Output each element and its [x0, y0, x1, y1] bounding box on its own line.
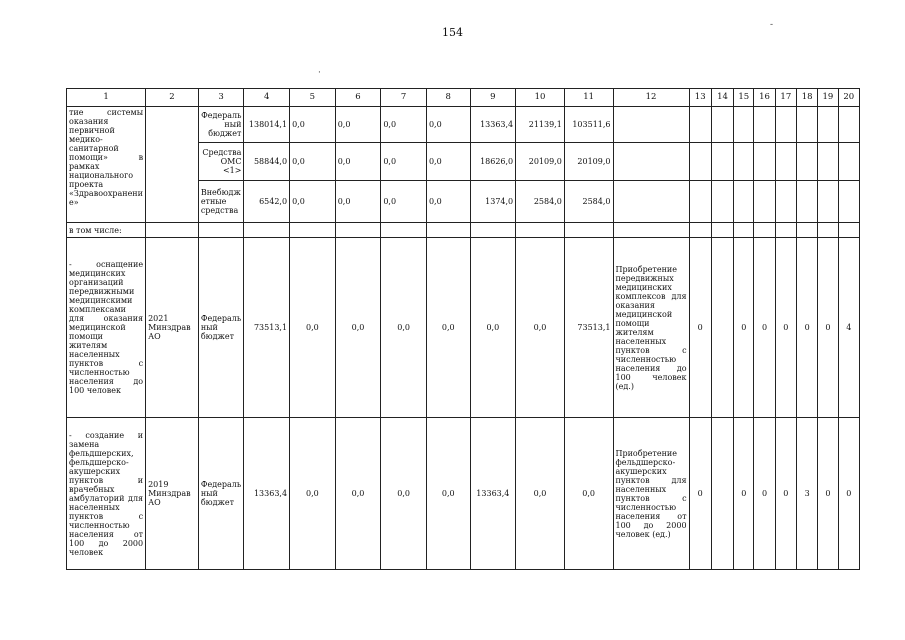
indicator-cell: 0 — [775, 238, 796, 418]
column-number: 20 — [838, 89, 859, 107]
indicator-cell: 4 — [838, 238, 859, 418]
indicator-cell: 0 — [775, 418, 796, 570]
column-number: 11 — [564, 89, 613, 107]
value-cell: 0,0 — [381, 143, 427, 181]
value-cell: 0,0 — [426, 181, 470, 223]
page-number: 154 — [442, 26, 463, 39]
column-number: 3 — [198, 89, 244, 107]
scan-speck: - — [770, 20, 774, 30]
value-cell: 18626,0 — [470, 143, 516, 181]
year-executor-cell: 2021 Минздрав АО — [146, 238, 199, 418]
result-cell — [613, 181, 689, 223]
value-cell: 13363,4 — [470, 107, 516, 143]
indicator-cell: 0 — [818, 418, 838, 570]
value-cell: 0,0 — [290, 143, 336, 181]
result-cell — [613, 143, 689, 181]
funding-source-cell: Средства ОМС <1> — [198, 143, 244, 181]
table-row — [67, 107, 860, 143]
indicator-cell: 0 — [754, 418, 775, 570]
column-number: 1 — [67, 89, 146, 107]
value-cell: 1374,0 — [470, 181, 516, 223]
table-row — [67, 418, 860, 570]
column-number: 19 — [818, 89, 838, 107]
column-number: 18 — [796, 89, 817, 107]
value-cell: 0,0 — [470, 238, 516, 418]
value-cell: 2584,0 — [564, 181, 613, 223]
value-cell: 0,0 — [290, 107, 336, 143]
value-cell: 0,0 — [381, 418, 427, 570]
column-number: 14 — [711, 89, 733, 107]
result-cell: Приобретение передвижных медицинских комплексов для оказания медицинской помощи жителям населенных пунктов с численностью населения до 100 человек (ед.) — [613, 238, 689, 418]
measure-name-cell: - создание и замена фельдшерских, фельдшерско-акушерских пунктов и врачебных амбулаторий для населенных пунктов с численностью населения от 100 до 2000 человек — [67, 418, 146, 570]
column-number: 13 — [689, 89, 711, 107]
value-cell: 0,0 — [335, 143, 381, 181]
value-cell: 0,0 — [516, 418, 565, 570]
table-row — [67, 223, 860, 238]
value-cell: 0,0 — [335, 418, 381, 570]
scan-speck: · — [318, 68, 321, 78]
value-cell: 2584,0 — [516, 181, 565, 223]
value-cell: 20109,0 — [564, 143, 613, 181]
value-cell: 0,0 — [381, 181, 427, 223]
funding-source-cell: Федеральный бюджет — [198, 418, 244, 570]
funding-source-cell: Федеральный бюджет — [198, 238, 244, 418]
year-executor-cell — [146, 107, 199, 223]
column-number: 6 — [335, 89, 381, 107]
value-cell: 58844,0 — [244, 143, 290, 181]
value-cell: 0,0 — [426, 107, 470, 143]
column-number: 10 — [516, 89, 565, 107]
value-cell: 0,0 — [426, 238, 470, 418]
measure-name-cell: тие системы оказания первичной медико-санитарной помощи» в рамках национального проекта «Здравоохранение» — [67, 107, 146, 223]
program-table — [66, 88, 860, 570]
column-number: 2 — [146, 89, 199, 107]
value-cell: 0,0 — [335, 238, 381, 418]
value-cell: 20109,0 — [516, 143, 565, 181]
value-cell: 0,0 — [335, 107, 381, 143]
indicator-cell: 0 — [838, 418, 859, 570]
value-cell: 0,0 — [290, 418, 336, 570]
indicator-cell — [711, 238, 733, 418]
value-cell: 13363,4 — [470, 418, 516, 570]
indicator-cell: 0 — [796, 238, 817, 418]
value-cell: 0,0 — [426, 143, 470, 181]
column-number: 12 — [613, 89, 689, 107]
value-cell: 13363,4 — [244, 418, 290, 570]
indicator-cell: 0 — [734, 238, 754, 418]
value-cell: 73513,1 — [244, 238, 290, 418]
column-number: 8 — [426, 89, 470, 107]
value-cell: 21139,1 — [516, 107, 565, 143]
value-cell: 0,0 — [290, 181, 336, 223]
column-number: 4 — [244, 89, 290, 107]
value-cell: 0,0 — [426, 418, 470, 570]
year-executor-cell: 2019 Минздрав АО — [146, 418, 199, 570]
value-cell: 0,0 — [564, 418, 613, 570]
table-row — [67, 238, 860, 418]
indicator-cell: 3 — [796, 418, 817, 570]
value-cell: 73513,1 — [564, 238, 613, 418]
result-cell: Приобретение фельдшерско-акушерских пунктов для населенных пунктов с численностью населения от 100 до 2000 человек (ед.) — [613, 418, 689, 570]
indicator-cell: 0 — [754, 238, 775, 418]
value-cell: 0,0 — [381, 238, 427, 418]
column-number: 5 — [290, 89, 336, 107]
funding-source-cell: Внебюджетные средства — [198, 181, 244, 223]
column-number: 17 — [775, 89, 796, 107]
funding-source-cell: Федеральный бюджет — [198, 107, 244, 143]
in-that-number-label: в том числе: — [67, 223, 146, 238]
value-cell: 0,0 — [335, 181, 381, 223]
value-cell: 138014,1 — [244, 107, 290, 143]
indicator-cell: 0 — [734, 418, 754, 570]
value-cell: 0,0 — [290, 238, 336, 418]
value-cell: 103511,6 — [564, 107, 613, 143]
value-cell: 0,0 — [381, 107, 427, 143]
column-number: 16 — [754, 89, 775, 107]
indicator-cell: 0 — [818, 238, 838, 418]
indicator-cell — [711, 418, 733, 570]
indicator-cell: 0 — [689, 238, 711, 418]
column-number-row — [67, 89, 860, 107]
column-number: 7 — [381, 89, 427, 107]
indicator-cell: 0 — [689, 418, 711, 570]
column-number: 15 — [734, 89, 754, 107]
measure-name-cell: - оснащение медицинских организаций передвижными медицинскими комплексами для оказания медицинской помощи жителям населенных пунктов с численностью населения до 100 человек — [67, 238, 146, 418]
value-cell: 6542,0 — [244, 181, 290, 223]
value-cell: 0,0 — [516, 238, 565, 418]
result-cell — [613, 107, 689, 143]
column-number: 9 — [470, 89, 516, 107]
